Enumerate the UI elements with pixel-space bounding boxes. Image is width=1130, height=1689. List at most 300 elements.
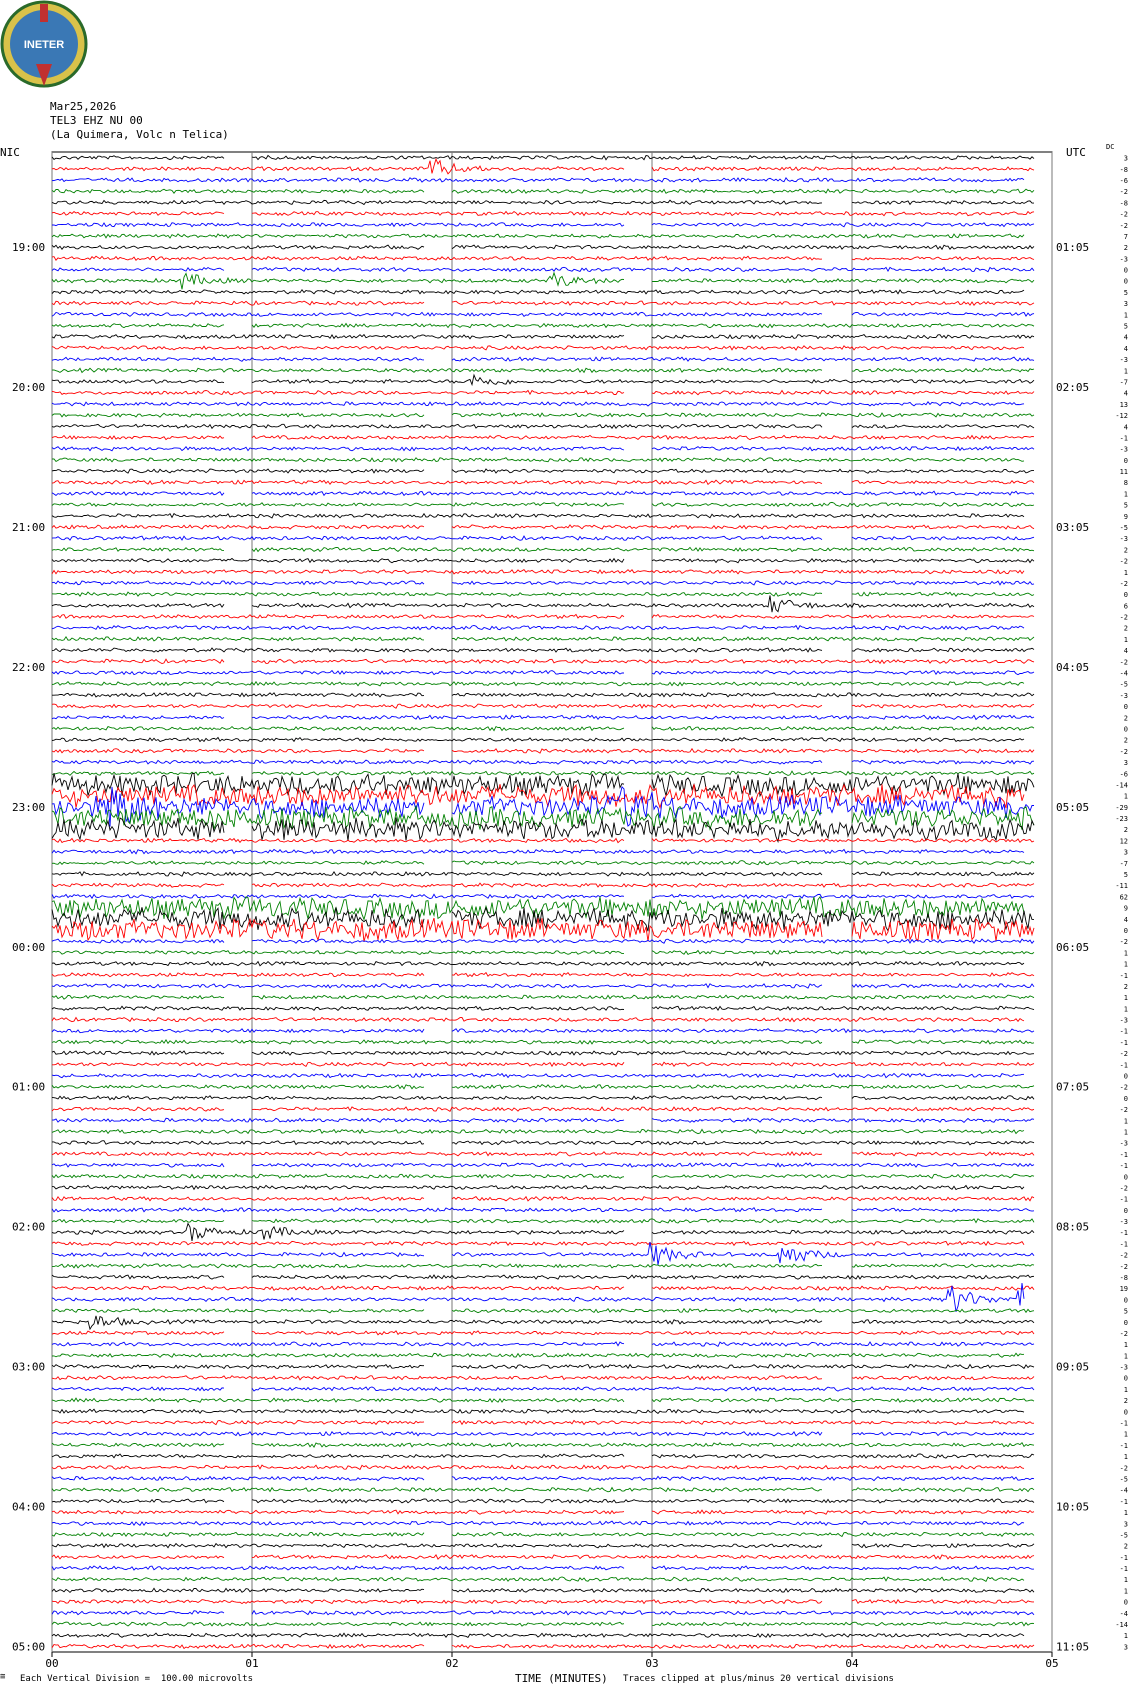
dc-offset-label: -2 (1119, 1050, 1128, 1059)
trace-row (52, 234, 1034, 238)
dc-offset-label: 0 (1123, 703, 1128, 712)
ineter-logo (0, 0, 90, 90)
dc-offset-label: -2 (1119, 210, 1128, 219)
dc-offset-label: -11 (1115, 882, 1128, 891)
dc-offset-label: -7 (1119, 378, 1128, 387)
dc-offset-label: 1 (1123, 1128, 1128, 1137)
dc-offset-label: -3 (1119, 1016, 1128, 1025)
dc-offset-label: 2 (1123, 714, 1128, 723)
dc-offset-label: -2 (1119, 747, 1128, 756)
trace-row (52, 1197, 1034, 1201)
trace-row (52, 1029, 1034, 1033)
dc-offset-label: 1 (1123, 792, 1128, 801)
trace-row (52, 1118, 1034, 1122)
left-timezone-label: NIC (0, 146, 20, 159)
dc-offset-label: 0 (1123, 1318, 1128, 1327)
footer-mark: ≅ (0, 1672, 6, 1682)
trace-row (52, 1622, 1034, 1626)
dc-offset-label: -8 (1119, 199, 1128, 208)
trace-row (52, 156, 1034, 160)
dc-offset-label: -2 (1119, 1329, 1128, 1338)
trace-row (52, 682, 1034, 686)
trace-row (52, 671, 1034, 675)
dc-offset-label: 1 (1123, 635, 1128, 644)
dc-offset-label: 1 (1123, 1509, 1128, 1518)
trace-row (52, 1085, 1034, 1089)
trace-row (52, 1163, 1034, 1167)
trace-row (52, 1264, 1034, 1268)
dc-offset-label: -2 (1119, 938, 1128, 947)
trace-row (52, 838, 1034, 842)
trace-row (52, 883, 1034, 887)
trace-row (52, 861, 1034, 865)
header-location: (La Quimera, Volc n Telica) (50, 128, 229, 141)
dc-offset-label: 1 (1123, 1576, 1128, 1585)
dc-offset-label: -2 (1119, 188, 1128, 197)
dc-offset-label: 8 (1123, 479, 1128, 488)
trace-row (52, 818, 1034, 842)
trace-row (52, 1141, 1034, 1145)
dc-offset-label: -8 (1119, 1274, 1128, 1282)
dc-offset-label: 0 (1123, 1206, 1128, 1215)
axis-labels (12, 155, 1128, 1670)
dc-offset-label: 1 (1123, 490, 1128, 499)
dc-offset-label: -14 (1115, 781, 1128, 790)
right-hour-label: 10:05 (1056, 1500, 1090, 1514)
dc-offset-label: -1 (1119, 971, 1128, 980)
dc-offset-label: 5 (1123, 1307, 1128, 1316)
trace-row (52, 872, 1034, 876)
trace-row (52, 1286, 1034, 1290)
trace-row (52, 1219, 1034, 1223)
dc-offset-label: 1 (1123, 1632, 1128, 1641)
dc-offset-label: -1 (1119, 1061, 1128, 1070)
left-hour-label: 02:00 (12, 1220, 46, 1234)
trace-row (52, 189, 1034, 193)
trace-row (52, 178, 1034, 182)
trace-row (52, 1521, 1034, 1525)
dc-offset-label: -2 (1119, 1184, 1128, 1193)
trace-row (52, 1224, 1034, 1241)
dc-offset-label: -3 (1119, 356, 1128, 365)
trace-row (52, 1342, 1034, 1346)
x-tick-label: 02 (445, 1657, 459, 1670)
dc-offset-label: 19 (1119, 1285, 1128, 1294)
right-hour-label: 09:05 (1056, 1360, 1090, 1374)
trace-row (52, 1611, 1034, 1615)
dc-offset-label: 1 (1123, 960, 1128, 969)
trace-row (52, 1600, 1034, 1604)
trace-row (52, 525, 1034, 529)
trace-row (52, 1454, 1034, 1458)
trace-row (52, 749, 1034, 753)
dc-offset-label: 5 (1123, 322, 1128, 331)
trace-row (52, 200, 1034, 204)
dc-offset-label: 2 (1123, 624, 1128, 633)
dc-offset-label: 0 (1123, 1408, 1128, 1417)
dc-offset-label: -2 (1119, 1106, 1128, 1115)
dc-offset-label: 1 (1123, 949, 1128, 958)
dc-offset-label: -3 (1119, 1139, 1128, 1148)
trace-row (52, 973, 1034, 977)
trace-row (52, 806, 1034, 829)
header-station: TEL3 EHZ NU 00 (50, 114, 143, 127)
dc-offset-label: -4 (1119, 1609, 1128, 1618)
trace-row (52, 159, 1034, 174)
dc-offset-label: -23 (1115, 815, 1128, 824)
trace-row (52, 784, 1034, 808)
dc-offset-label: 0 (1123, 926, 1128, 935)
trace-row (52, 1488, 1034, 1492)
trace-row (52, 1062, 1034, 1066)
trace-row (52, 435, 1034, 439)
dc-offset-label: 13 (1119, 400, 1128, 409)
trace-row (52, 726, 1034, 730)
trace-row (52, 592, 1034, 596)
right-hour-label: 02:05 (1056, 381, 1090, 395)
dc-offset-label: -8 (1119, 165, 1128, 174)
dc-offset-label: 5 (1123, 288, 1128, 297)
dc-offset-label: 3 (1123, 1643, 1128, 1652)
trace-row (52, 1555, 1034, 1559)
scale-note: Each Vertical Division = 100.00 microvolts (20, 1674, 253, 1684)
trace-row (52, 1208, 1034, 1212)
trace-row (52, 1129, 1034, 1133)
left-hour-label: 05:00 (12, 1640, 46, 1654)
dc-offset-label: 0 (1123, 1296, 1128, 1305)
dc-offset-label: -1 (1119, 1419, 1128, 1428)
right-hour-label: 07:05 (1056, 1080, 1090, 1094)
trace-row (52, 995, 1034, 999)
dc-offset-label: 2 (1123, 1397, 1128, 1406)
trace-row (52, 502, 1034, 506)
trace-row (52, 375, 1034, 385)
trace-row (52, 559, 1034, 563)
x-tick-label: 04 (845, 1657, 859, 1670)
logo-text: INETER (23, 39, 65, 51)
dc-offset-label: -5 (1119, 524, 1128, 532)
dc-offset-label: 2 (1123, 1542, 1128, 1551)
trace-row (52, 760, 1034, 764)
trace-row (52, 368, 1034, 372)
dc-offset-label: -2 (1119, 221, 1128, 230)
right-hour-label: 08:05 (1056, 1220, 1090, 1234)
dc-offset-label: -4 (1119, 669, 1128, 678)
trace-row (52, 391, 1034, 395)
trace-row (52, 1644, 1034, 1648)
dc-offset-label: 0 (1123, 1094, 1128, 1103)
dc-offset-label: 4 (1123, 389, 1128, 398)
right-hour-label: 04:05 (1056, 660, 1090, 674)
dc-offset-label: 0 (1123, 1598, 1128, 1607)
dc-offset-label: -1 (1119, 1038, 1128, 1047)
trace-row (52, 1376, 1034, 1380)
trace-row (52, 1398, 1034, 1402)
dc-offset-label: 1 (1123, 1453, 1128, 1462)
dc-offset-label: 9 (1123, 512, 1128, 521)
dc-offset-label: 1 (1123, 1587, 1128, 1596)
trace-row (52, 290, 1034, 294)
dc-offset-label: -3 (1119, 535, 1128, 544)
dc-offset-label: -7 (1119, 859, 1128, 868)
dc-offset-label: -4 (1119, 1486, 1128, 1495)
dc-offset-label: -1 (1119, 1195, 1128, 1204)
left-hour-label: 04:00 (12, 1500, 46, 1514)
left-hour-label: 19:00 (12, 241, 46, 255)
dc-offset-label: -1 (1119, 1162, 1128, 1171)
dc-offset-label: -3 (1119, 1363, 1128, 1372)
dc-offset-label: -1 (1119, 1441, 1128, 1450)
x-tick-label: 03 (645, 1657, 659, 1670)
trace-row (52, 413, 1034, 417)
dc-offset-label: 1 (1123, 367, 1128, 376)
dc-offset-label: 0 (1123, 1374, 1128, 1383)
dc-offset-label: 1 (1123, 994, 1128, 1003)
header-date: Mar25,2026 (50, 100, 117, 113)
left-hour-label: 01:00 (12, 1080, 46, 1094)
dc-offset-label: -6 (1119, 176, 1128, 185)
trace-row (52, 1309, 1034, 1313)
dc-offset-label: 2 (1123, 736, 1128, 745)
trace-row (52, 570, 1034, 574)
dc-offset-label: -29 (1115, 803, 1128, 812)
trace-row (52, 357, 1034, 361)
trace-row (52, 256, 1034, 260)
trace-row (52, 771, 1034, 775)
trace-row (52, 335, 1034, 339)
dc-offset-label: -2 (1119, 1251, 1128, 1260)
logo-flag (40, 4, 48, 22)
dc-offset-label: -2 (1119, 1083, 1128, 1092)
dc-offset-label: -1 (1119, 1027, 1128, 1036)
trace-row (52, 223, 1034, 227)
trace-row (52, 850, 1034, 854)
dc-offset-label: -2 (1119, 613, 1128, 622)
trace-row (52, 1476, 1034, 1480)
trace-row (52, 614, 1034, 618)
trace-row (52, 1096, 1034, 1100)
dc-offset-label: -2 (1119, 579, 1128, 588)
right-hour-label: 01:05 (1056, 241, 1090, 255)
trace-row (52, 715, 1034, 719)
trace-row (52, 1006, 1034, 1010)
trace-row (52, 1544, 1034, 1548)
dc-offset-label: 4 (1123, 647, 1128, 656)
trace-row (52, 939, 1034, 943)
trace-row (52, 581, 1034, 585)
dc-offset-label: 1 (1123, 1117, 1128, 1126)
trace-row (52, 1588, 1034, 1592)
trace-row (52, 1316, 1034, 1329)
dc-offset-label: 11 (1119, 468, 1128, 477)
right-hour-label: 11:05 (1056, 1640, 1090, 1654)
trace-row (52, 1577, 1034, 1581)
x-tick-label: 01 (245, 1657, 259, 1670)
dc-offset-label: -2 (1119, 557, 1128, 566)
trace-row (52, 1241, 1034, 1245)
dc-offset-label: 0 (1123, 1072, 1128, 1081)
dc-offset-label: 5 (1123, 501, 1128, 510)
trace-row (52, 907, 1034, 931)
seismic-traces (52, 156, 1034, 1649)
trace-row (52, 693, 1034, 697)
dc-offset-label: 6 (1123, 602, 1128, 611)
trace-row (52, 1353, 1034, 1357)
dc-offset-label: -1 (1119, 1497, 1128, 1506)
left-hour-label: 21:00 (12, 521, 46, 534)
trace-row (52, 1051, 1034, 1055)
trace-row (52, 1465, 1034, 1469)
trace-row (52, 787, 1034, 827)
dc-offset-label: -3 (1119, 1218, 1128, 1227)
dc-offset-label: 1 (1123, 1385, 1128, 1394)
dc-label: DC (1106, 143, 1115, 151)
dc-offset-label: 3 (1123, 848, 1128, 857)
trace-row (52, 637, 1034, 641)
dc-offset-label: 0 (1123, 725, 1128, 734)
plot-frame (52, 152, 1052, 1657)
dc-offset-label: 2 (1123, 826, 1128, 835)
trace-row (52, 648, 1034, 652)
dc-offset-label: 9 (1123, 904, 1128, 913)
dc-offset-label: -1 (1119, 1565, 1128, 1574)
trace-row (52, 1275, 1034, 1279)
dc-offset-label: 3 (1123, 300, 1128, 309)
trace-row (52, 324, 1034, 328)
dc-offset-label: 1 (1123, 568, 1128, 577)
left-hour-label: 03:00 (12, 1360, 46, 1374)
trace-row (52, 659, 1034, 663)
dc-offset-label: 2 (1123, 244, 1128, 253)
trace-row (52, 447, 1034, 451)
trace-row (52, 1409, 1034, 1413)
trace-row (52, 469, 1034, 473)
trace-row (52, 984, 1034, 988)
trace-row (52, 1432, 1034, 1436)
dc-offset-label: -5 (1119, 680, 1128, 689)
trace-row (52, 1499, 1034, 1503)
clip-note: Traces clipped at plus/minus 20 vertical divisions (623, 1674, 894, 1684)
plot-border (52, 152, 1052, 1652)
dc-offset-label: 4 (1123, 344, 1128, 353)
dc-offset-label: 0 (1123, 277, 1128, 286)
trace-row (52, 1174, 1034, 1178)
trace-row (52, 1152, 1034, 1156)
dc-offset-label: -12 (1115, 412, 1128, 421)
dc-offset-label: -2 (1119, 658, 1128, 667)
dc-offset-label: 1 (1123, 1352, 1128, 1361)
dc-offset-label: 0 (1123, 456, 1128, 465)
dc-offset-label: -5 (1119, 1475, 1128, 1484)
trace-row (52, 1387, 1034, 1391)
trace-row (52, 424, 1034, 428)
dc-offset-label: 0 (1123, 266, 1128, 275)
trace-row (52, 626, 1034, 630)
trace-row (52, 897, 1034, 920)
dc-offset-label: -3 (1119, 445, 1128, 454)
dc-offset-label: 1 (1123, 1430, 1128, 1439)
dc-offset-label: 1 (1123, 1005, 1128, 1014)
trace-row (52, 1365, 1034, 1369)
dc-offset-label: 0 (1123, 591, 1128, 600)
trace-row (52, 1242, 1034, 1265)
dc-offset-label: 0 (1123, 1173, 1128, 1182)
trace-row (52, 738, 1034, 742)
dc-offset-label: 1 (1123, 1341, 1128, 1350)
dc-offset-label: 12 (1119, 837, 1128, 846)
trace-row (52, 595, 1034, 612)
dc-offset-label: -6 (1119, 770, 1128, 779)
dc-offset-label: -1 (1119, 1553, 1128, 1562)
dc-offset-label: -1 (1119, 1150, 1128, 1159)
trace-row (52, 480, 1034, 484)
dc-offset-label: -2 (1119, 1464, 1128, 1473)
trace-row (52, 1443, 1034, 1447)
dc-offset-label: 4 (1123, 423, 1128, 432)
trace-row (52, 547, 1034, 551)
left-hour-label: 23:00 (12, 800, 46, 814)
trace-row (52, 1421, 1034, 1425)
dc-offset-label: -14 (1115, 1621, 1128, 1630)
dc-offset-label: 5 (1123, 871, 1128, 880)
trace-row (52, 273, 1034, 290)
dc-offset-label: 2 (1123, 546, 1128, 555)
dc-offset-label: 7 (1123, 232, 1128, 241)
dc-offset-label: 62 (1119, 893, 1128, 902)
trace-row (52, 704, 1034, 708)
trace-row (52, 514, 1034, 518)
right-timezone-label: UTC (1066, 146, 1086, 159)
trace-row (52, 1107, 1034, 1111)
trace-row (52, 1633, 1034, 1637)
trace-row (52, 951, 1034, 955)
trace-row (52, 1018, 1034, 1022)
trace-row (52, 1283, 1034, 1312)
dc-offset-label: -1 (1119, 1229, 1128, 1238)
dc-offset-label: -2 (1119, 1262, 1128, 1271)
dc-offset-label: 3 (1123, 1520, 1128, 1529)
trace-row (52, 212, 1034, 216)
trace-row (52, 1566, 1034, 1570)
dc-offset-label: -3 (1119, 255, 1128, 264)
trace-row (52, 961, 1034, 965)
dc-offset-label: -1 (1119, 434, 1128, 443)
x-tick-label: 05 (1045, 1657, 1059, 1670)
trace-row (52, 1331, 1034, 1335)
right-hour-label: 06:05 (1056, 940, 1090, 954)
trace-row (52, 346, 1034, 350)
dc-offset-label: 4 (1123, 915, 1128, 924)
dc-offset-label: 3 (1123, 154, 1128, 163)
left-hour-label: 22:00 (12, 660, 46, 674)
right-hour-label: 05:05 (1056, 800, 1090, 814)
trace-row (52, 1510, 1034, 1514)
x-tick-label: 00 (45, 1657, 59, 1670)
trace-row (52, 402, 1034, 406)
trace-row (52, 894, 1034, 898)
right-hour-label: 03:05 (1056, 521, 1090, 534)
trace-row (52, 773, 1034, 796)
dc-offset-label: -1 (1119, 1240, 1128, 1249)
trace-row (52, 491, 1034, 495)
trace-row (52, 301, 1034, 305)
dc-offset-label: 2 (1123, 982, 1128, 991)
dc-offset-label: -5 (1119, 1531, 1128, 1540)
trace-row (52, 1074, 1034, 1078)
trace-row (52, 458, 1034, 462)
left-hour-label: 00:00 (12, 940, 46, 954)
left-hour-label: 20:00 (12, 381, 46, 395)
